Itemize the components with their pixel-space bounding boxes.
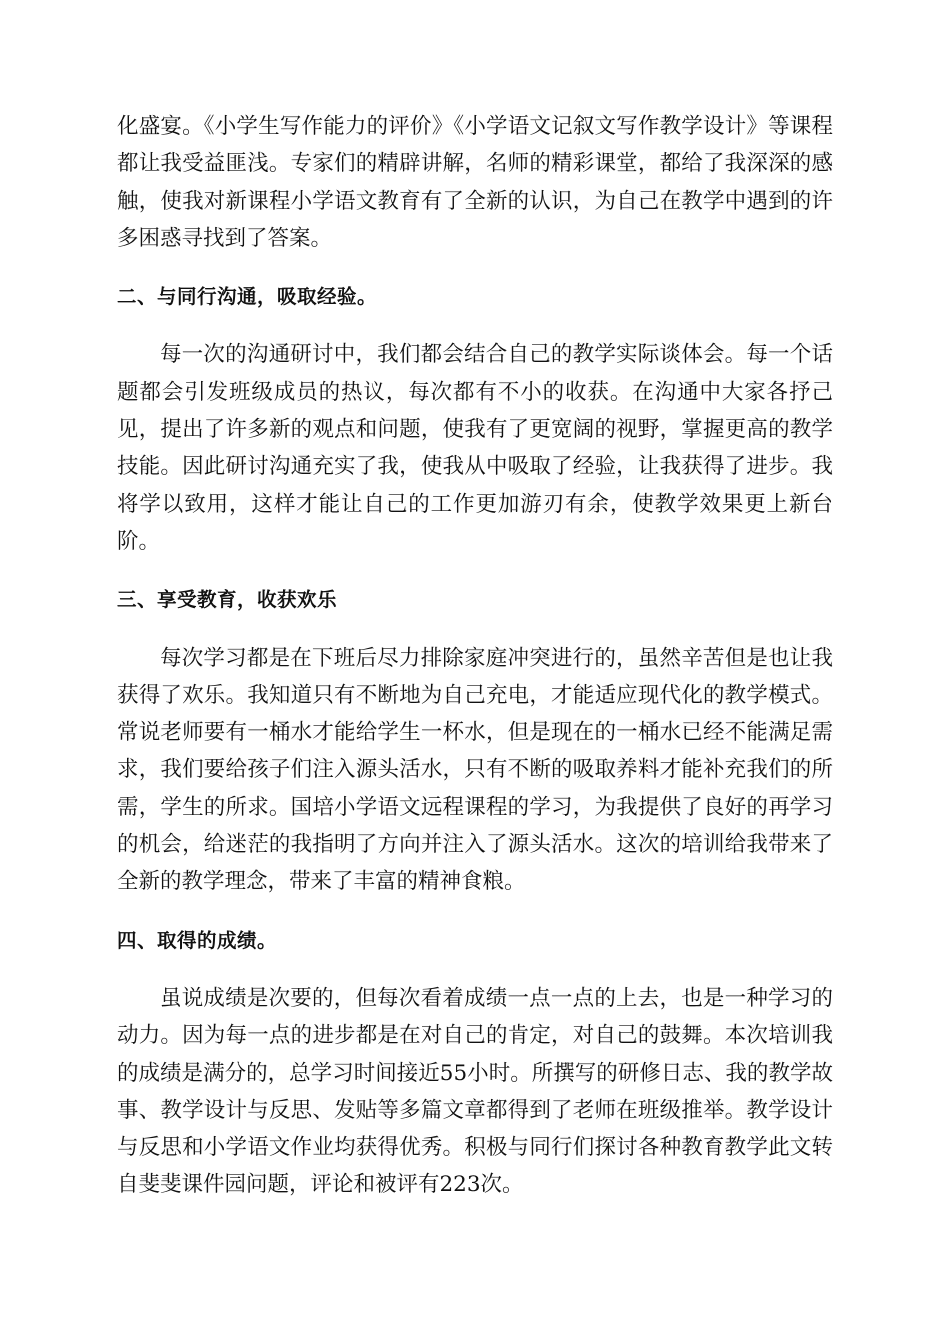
section-heading-3: 三、享受教育，收获欢乐 [117,588,338,612]
paragraph-section-2: 每一次的沟通研讨中，我们都会结合自己的教学实际谈体会。每一个话题都会引发班级成员的热议，每次都有不小的收获。在沟通中大家各抒己见，提出了许多新的观点和问题，使我有了更宽阔的视野，掌握更高的教学技能。因此研讨沟通充实了我，使我从中吸取了经验，让我获得了进步。我将学以致用，这样才能让自己的工作更加游刃有余，使教学效果更上新台阶。 [117,342,833,554]
paragraph-intro-continuation: 化盛宴。《小学生写作能力的评价》《小学语文记叙文写作教学设计》等课程都让我受益匪浅。专家们的精辟讲解，名师的精彩课堂，都给了我深深的感触，使我对新课程小学语文教育有了全新的认识，为自己在教学中遇到的许多困惑寻找到了答案。 [117,114,833,251]
section-heading-2: 二、与同行沟通，吸取经验。 [117,285,378,309]
paragraph-section-4: 虽说成绩是次要的，但每次看着成绩一点一点的上去，也是一种学习的动力。因为每一点的进步都是在对自己的肯定，对自己的鼓舞。本次培训我的成绩是满分的，总学习时间接近55小时。所撰写的研修日志、我的教学故事、教学设计与反思、发贴等多篇文章都得到了老师在班级推举。教学设计与反思和小学语文作业均获得优秀。积极与同行们探讨各种教育教学此文转自斐斐课件园问题，评论和被评有223次。 [117,985,833,1198]
paragraph-section-3: 每次学习都是在下班后尽力排除家庭冲突进行的，虽然辛苦但是也让我获得了欢乐。我知道只有不断地为自己充电，才能适应现代化的教学模式。常说老师要有一桶水才能给学生一杯水，但是现在的一桶水已经不能满足需求，我们要给孩子们注入源头活水，只有不断的吸取养料才能补充我们的所需，学生的所求。国培小学语文远程课程的学习，为我提供了良好的再学习的机会，给迷茫的我指明了方向并注入了源头活水。这次的培训给我带来了全新的教学理念，带来了丰富的精神食粮。 [117,645,833,895]
document-body [117,108,833,1204]
section-heading-4: 四、取得的成绩。 [117,928,278,952]
